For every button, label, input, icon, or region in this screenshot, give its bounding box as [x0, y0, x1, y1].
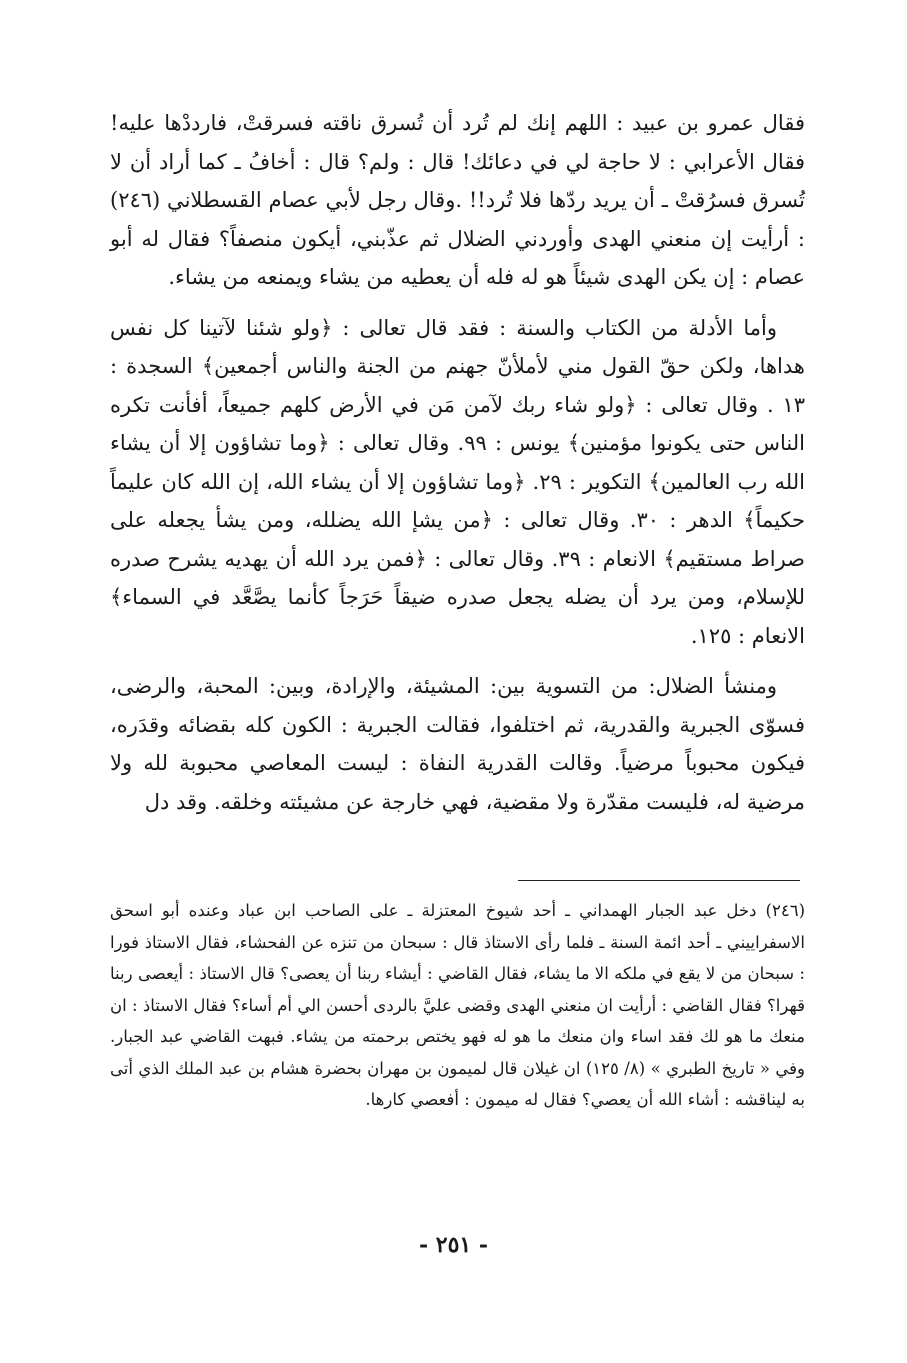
page-number: - ٢٥١ -: [418, 1232, 489, 1258]
footnote-divider: [518, 880, 800, 881]
footnote-246: (٢٤٦) دخل عبد الجبار الهمداني ـ أحد شيوخ المعتزلة ـ على الصاحب ابن عباد وعنده أبو اسحق الاسفراييني ـ أحد ائمة السنة ـ فلما رأى الاستاذ قال : سبحان من تنزه عن الفحشاء، فقال الاستاذ فورا : سبحان من لا يقع في ملكه الا ما يشاء، فقال القاضي : أيشاء ربنا أن يعصى؟ قال الاستاذ : أيعصى ربنا قهرا؟ فقال القاضي : أرأيت ان منعني الهدى وقضى عليَّ بالردى أحسن الي أم أساء؟ فقال الاستاذ : ان منعك ما هو لك فقد اساء وان منعك ما هو له فهو يختص برحمته من يشاء. فبهت القاضي عبد الجبار. وفي « تاريخ الطبري » (٨/ ١٢٥) ان غيلان قال لميمون بن مهران بحضرة هشام بن عبد الملك الذي أتى به ليناقشه : أشاء الله أن يعصي؟ فقال له ميمون : أفعصي كارها.: [110, 901, 805, 1109]
main-text: [110, 104, 805, 833]
paragraph-origin-of-error: ومنشأ الضلال: من التسوية بين: المشيئة، والإرادة، وبين: المحبة، والرضى، فسوّى الجبرية والقدرية، ثم اختلفوا، فقالت الجبرية : الكون كله بقضائه وقدَره، فيكون محبوباً مرضياً. وقالت القدرية النفاة : ليست المعاصي محبوبة لله ولا مرضية له، فليست مقدّرة ولا مقضية، فهي خارجة عن مشيئته وخلقه. وقد دل: [110, 674, 805, 814]
paragraph-amr-bin-ubaid: فقال عمرو بن عبيد : اللهم إنك لم تُرد أن تُسرق ناقته فسرقتْ، فارددْها عليه! فقال الأعرابي : لا حاجة لي في دعائك! قال : ولم؟ قال : أخافُ ـ كما أراد أن لا تُسرق فسرُقتْ ـ أن يريد ردّها فلا تُرد!! .وقال رجل لأبي عصام القسطلاني (٢٤٦) : أرأيت إن منعني الهدى وأوردني الضلال ثم عذّبني، أيكون منصفاً؟ فقال له أبو عصام : إن يكن الهدى شيئاً هو له فله أن يعطيه من يشاء ويمنعه من يشاء.: [110, 111, 805, 289]
paragraph-quran-evidence: وأما الأدلة من الكتاب والسنة : فقد قال تعالى : ﴿ولو شئنا لآتينا كل نفس هداها، ولكن حقّ القول مني لأملأنّ جهنم من الجنة والناس أجمعين﴾ السجدة : ١٣ . وقال تعالى : ﴿ولو شاء ربك لآمن مَن في الأرض كلهم جميعاً، أفأنت تكره الناس حتى يكونوا مؤمنين﴾ يونس : ٩٩. وقال تعالى : ﴿وما تشاؤون إلا أن يشاء الله رب العالمين﴾ التكوير : ٢٩. ﴿وما تشاؤون إلا أن يشاء الله، إن الله كان عليماً حكيماً﴾ الدهر : ٣٠. وقال تعالى : ﴿من يشإ الله يضلله، ومن يشأ يجعله على صراط مستقيم﴾ الانعام : ٣٩. وقال تعالى : ﴿فمن يرد الله أن يهديه يشرح صدره للإسلام، ومن يرد أن يضله يجعل صدره ضيقاً حَرَجاً كأنما يصَّعَّد في السماء﴾ الانعام : ١٢٥.: [110, 315, 806, 648]
